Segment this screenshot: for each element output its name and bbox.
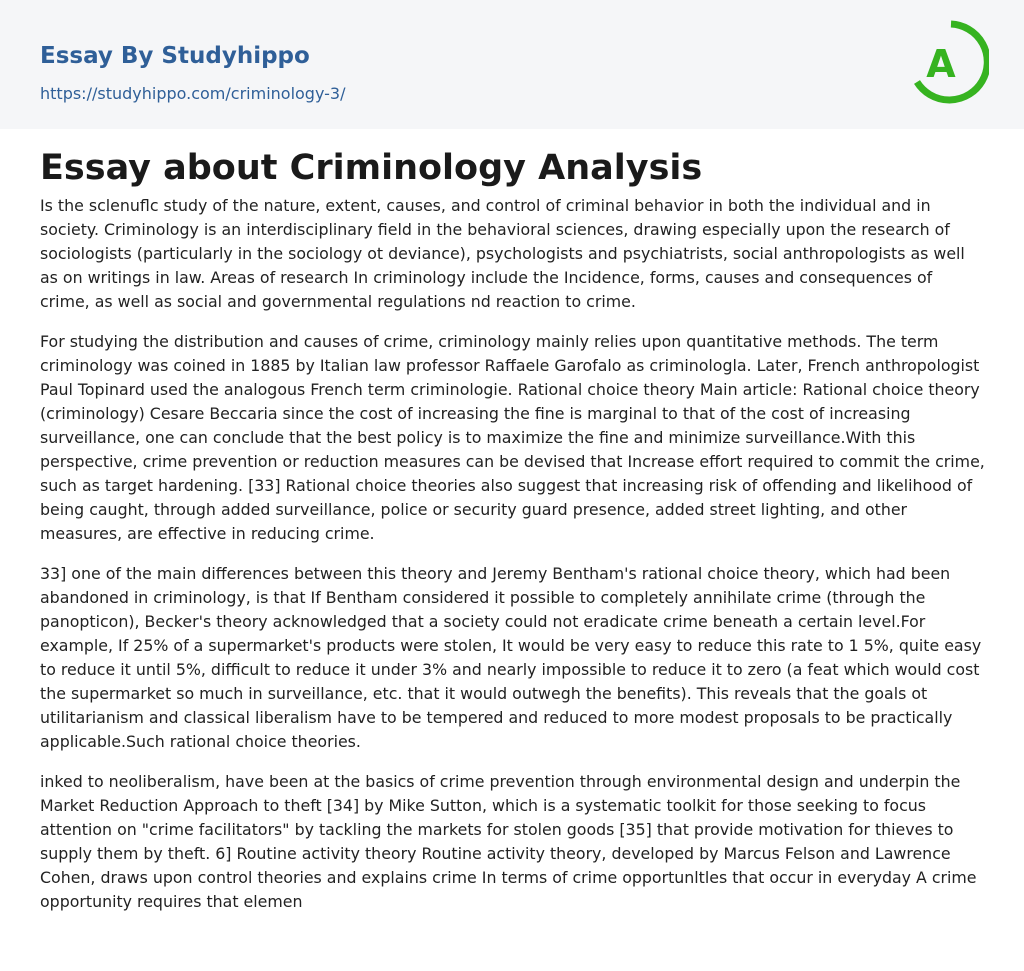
essay-body <box>40 194 985 930</box>
essay-paragraph-1: Is the sclenuflc study of the nature, extent, causes, and control of criminal behavior in both the individual and in society. Criminology is an interdisciplinary field in the behavioral sciences, drawing especially upon the research of sociologists (particularly in the sociology ot deviance), psychologists and psychiatrists, social anthropologists as well as on writings in law. Areas of research In criminology include the Incidence, forms, causes and consequences of crime, as well as social and governmental regulations nd reaction to crime. <box>40 196 965 311</box>
site-header <box>0 0 1024 129</box>
logo-letter: A <box>926 42 956 86</box>
site-brand[interactable]: Essay By Studyhippo <box>40 43 310 69</box>
essay-url-link[interactable]: https://studyhippo.com/criminology-3/ <box>40 84 346 103</box>
essay-paragraph-3: 33] one of the main differences between this theory and Jeremy Bentham's rational choice theory, which had been abandoned in criminology, is that If Bentham considered it possible to completely annihilate crime (through the panopticon), Becker's theory acknowledged that a society could not eradicate crime beneath a certain level.For example, If 25% of a supermarket's products were stolen, It would be very easy to reduce this rate to 1 5%, quite easy to reduce it until 5%, difficult to reduce it under 3% and nearly impossible to reduce it to zero (a feat which would cost the supermarket so much in surveillance, etc. that it would outwegh the benefits). This reveals that the goals ot utilitarianism and classical liberalism have to be tempered and reduced to more modest proposals to be practically applicable.Such rational choice theories. <box>40 564 982 751</box>
essay-paragraph-4: inked to neoliberalism, have been at the basics of crime prevention through environmental design and underpin the Market Reduction Approach to theft [34] by Mike Sutton, which is a systematic toolkit for those seeking to focus attention on "crime facilitators" by tackling the markets for stolen goods [35] that provide motivation for thieves to supply them by theft. 6] Routine activity theory Routine activity theory, developed by Marcus Felson and Lawrence Cohen, draws upon control theories and explains crime In terms of crime opportunltles that occur in everyday A crime opportunity requires that elemen <box>40 772 977 911</box>
essay-title: Essay about Criminology Analysis <box>40 148 703 188</box>
essay-paragraph-2: For studying the distribution and causes of crime, criminology mainly relies upon quantitative methods. The term criminology was coined in 1885 by Italian law professor Raffaele Garofalo as criminologla. Later, French anthropologist Paul Topinard used the analogous French term criminologie. Rational choice theory Main article: Rational choice theory (criminology) Cesare Beccaria since the cost of increasing the fine is marginal to that of the cost of increasing surveillance, one can conclude that the best policy is to maximize the fine and minimize surveillance.With this perspective, crime prevention or reduction measures can be devised that Increase effort required to commit the crime, such as target hardening. [33] Rational choice theories also suggest that increasing risk of offending and likelihood of being caught, through added surveillance, police or security guard presence, added street lighting, and other measures, are effective in reducing crime. <box>40 332 985 543</box>
studyhippo-logo-icon[interactable] <box>905 18 989 106</box>
